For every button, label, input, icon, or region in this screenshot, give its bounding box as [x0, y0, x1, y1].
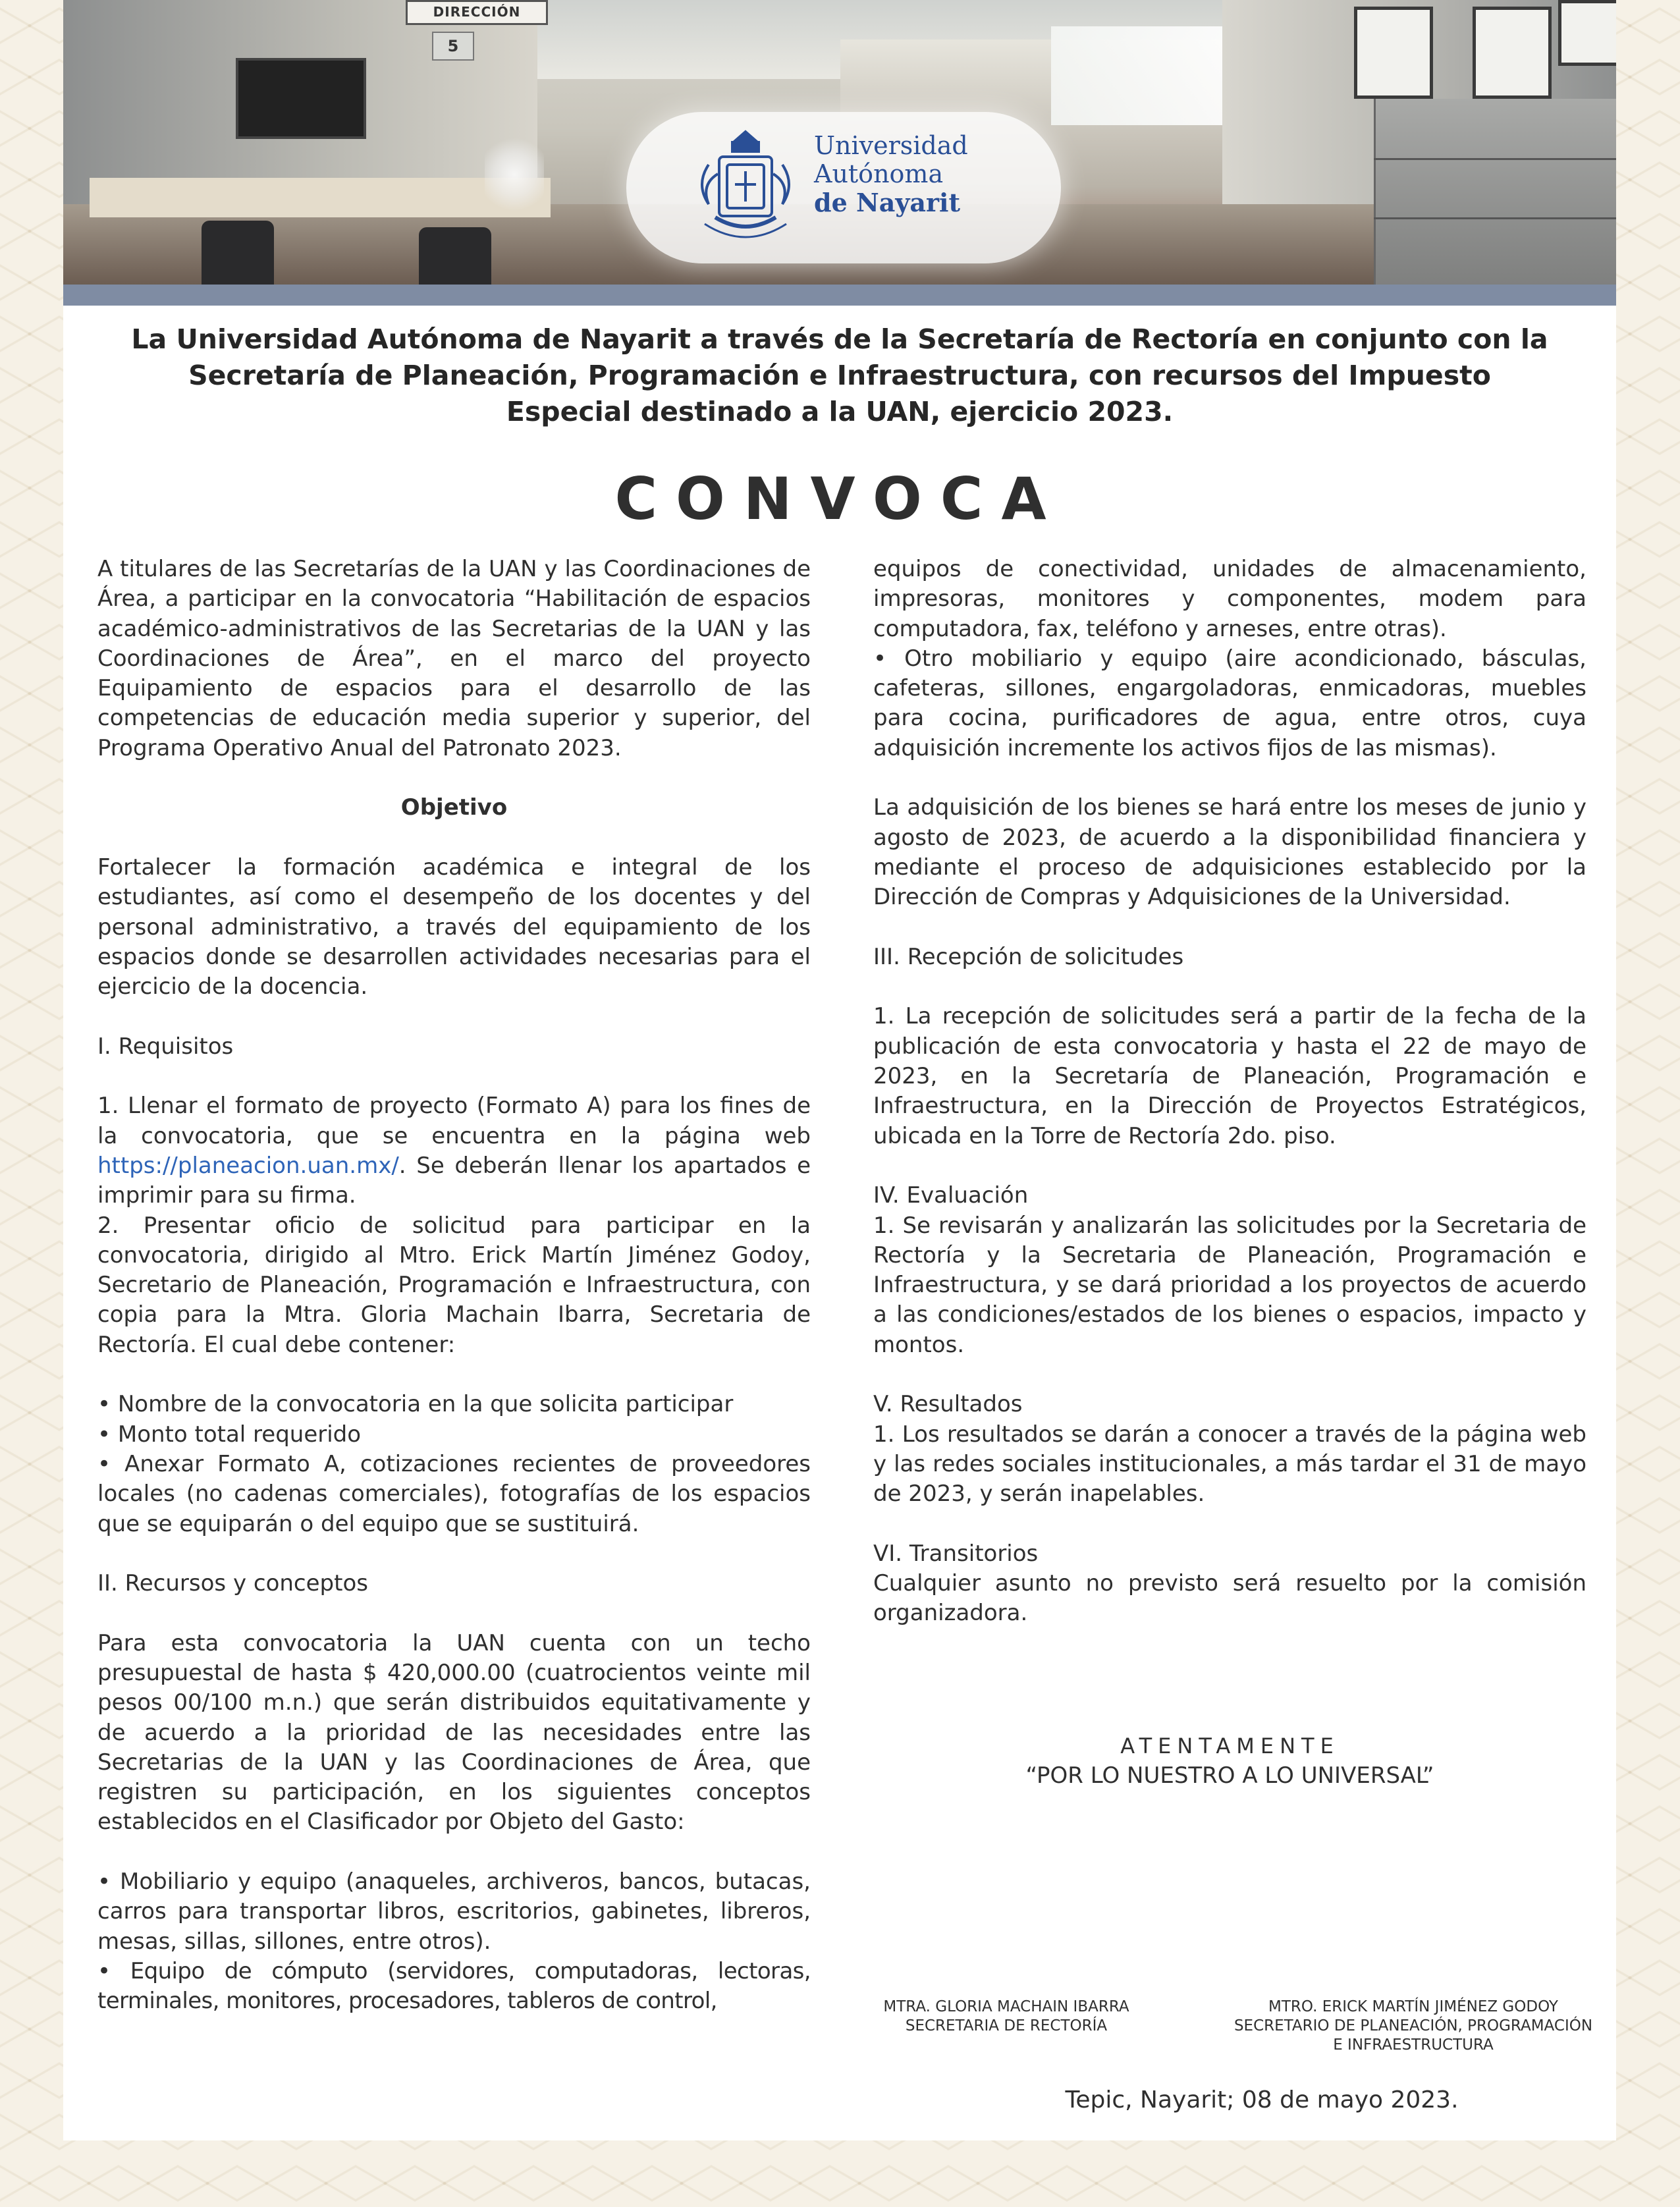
objetivo-text: Fortalecer la formación académica e integral de los estudiantes, así como el desempeño de los docentes y del personal administrativo, a través del equipamiento de los espacios donde se desarrollen actividades necesarias para el ejercicio de la docencia. — [97, 854, 811, 1000]
transitorios-text: Cualquier asunto no previsto será resuelto por la comisión organizadora. — [873, 1570, 1586, 1627]
objetivo-title: Objetivo — [400, 794, 508, 821]
requisito-1: 1. Llenar el formato de proyecto (Formato A) para los fines de la convocatoria, que se encuentra en la página web https://planeacion.uan.mx/. Se deberán llenar los apartados e imprimir para su firma. — [97, 1093, 811, 1209]
signer-role: E INFRAESTRUCTURA — [1333, 2036, 1494, 2054]
intro-paragraph: A titulares de las Secretarías de la UAN y las Coordinaciones de Área, a participar en la convocatoria “Habilitación de espacios académico-administrativos de las Secretarias de la UAN y las Coordinaciones de Área”, en el marco del proyecto Equipamiento de espacios para el desarrollo de las competencias de educación media superior y superior, del Programa Operativo Anual del Patronato 2023. — [97, 556, 811, 761]
motto: “POR LO NUESTRO A LO UNIVERSAL” — [1025, 1762, 1434, 1789]
left-column — [97, 555, 811, 2017]
evaluacion-text: 1. Se revisarán y analizarán las solicitudes por la Secretaria de Rectoría y la Secretaria de Planeación, Programación e Infraestructura, y se dará prioridad a los proyectos de acuerdo a las condiciones/estados de los bienes o espacios, impacto y montos. — [873, 1212, 1586, 1358]
signature-block-rectoria — [868, 1998, 1145, 2036]
requisito-2: 2. Presentar oficio de solicitud para participar en la convocatoria, dirigido al Mtro. Erick Martín Jiménez Godoy, Secretario de Planeación, Programación e Infraestructura, con copia para la Mtra. Gloria Machain Ibarra, Secretaria de Rectoría. El cual debe contener: — [97, 1212, 811, 1358]
header-photo — [63, 0, 1616, 285]
filing-cabinet — [1374, 99, 1616, 285]
university-seal-icon — [689, 119, 802, 250]
planeacion-link[interactable]: https://planeacion.uan.mx/ — [97, 1152, 399, 1179]
document-sheet — [63, 0, 1616, 2140]
list-item: • Monto total requerido — [97, 1421, 362, 1448]
wall-frame — [1354, 7, 1433, 99]
signer-role: SECRETARIA DE RECTORÍA — [905, 2017, 1108, 2034]
recepcion-text: 1. La recepción de solicitudes será a partir de la fecha de la publicación de esta convocatoria y hasta el 22 de mayo de 2023, en la Secretaría de Planeación, Programación e Infraestructura, en la Dirección de Proyectos Estratégicos, ubicada en la Torre de Rectoría 2do. piso. — [873, 1003, 1586, 1149]
list-item: • Mobiliario y equipo (anaqueles, archiveros, bancos, butacas, carros para transportar libros, escritorios, gabinetes, libreros, mesas, sillas, sillones, entre otros). — [97, 1868, 811, 1955]
list-item-continued: equipos de conectividad, unidades de almacenamiento, impresoras, monitores y componentes, modem para computadora, fax, teléfono y arneses, entre otras). — [873, 556, 1586, 642]
list-item: • Nombre de la convocatoria en la que solicita participar — [97, 1391, 734, 1418]
resultados-title: V. Resultados — [873, 1391, 1023, 1418]
document-title: CONVOCA — [614, 465, 1065, 533]
direccion-sign: DIRECCIÓN — [406, 0, 548, 25]
evaluacion-title: IV. Evaluación — [873, 1182, 1029, 1209]
list-item: • Anexar Formato A, cotizaciones recientes de proveedores locales (no cadenas comerciales), fotografías de los espacios que se equiparán o del equipo que se sustituirá. — [97, 1450, 811, 1537]
document-date: Tepic, Nayarit; 08 de mayo 2023. — [1065, 2086, 1459, 2113]
list-item: • Equipo de cómputo (servidores, computadoras, lectoras, terminales, monitores, procesadores, tableros de control, — [97, 1957, 811, 2015]
signer-name: MTRO. ERICK MARTÍN JIMÉNEZ GODOY — [1268, 1998, 1558, 2015]
atentamente: ATENTAMENTE — [1120, 1733, 1340, 1758]
tv-screen — [236, 58, 366, 139]
adquisicion-text: La adquisición de los bienes se hará entre los meses de junio y agosto de 2023, de acuerdo a la disponibilidad financiera y mediante el proceso de adquisiciones establecido por la Dirección de Compras y Adquisiciones de la Universidad. — [873, 794, 1586, 911]
right-column — [873, 555, 1586, 1629]
wall-frame — [1558, 0, 1616, 66]
transitorios-title: VI. Transitorios — [873, 1540, 1039, 1567]
resultados-text: 1. Los resultados se darán a conocer a través de la página web y las redes sociales institucionales, a más tardar el 31 de mayo de 2023, y serán inapelables. — [873, 1421, 1586, 1508]
wall-frame — [1473, 7, 1552, 99]
recursos-text: Para esta convocatoria la UAN cuenta con un techo presupuestal de hasta $ 420,000.00 (cuatrocientos veinte mil pesos 00/100 m.n.) que serán distribuidos equitativamente y de acuerdo a la prioridad de las necesidades entre las Secretarias de la UAN y las Coordinaciones de Área, que registren su participación, en los siguientes conceptos establecidos en el Clasificador por Objeto del Gasto: — [97, 1629, 811, 1836]
signer-role: SECRETARIO DE PLANEACIÓN, PROGRAMACIÓN — [1233, 2017, 1593, 2034]
office-number-sign: 5 — [432, 32, 474, 61]
header-divider-band — [63, 285, 1616, 306]
signature-block-planeacion — [1209, 1998, 1617, 2055]
university-logo-text: Universidad Autónoma de Nayarit — [814, 131, 968, 217]
intro-heading: La Universidad Autónoma de Nayarit a través de la Secretaría de Rectoría en conjunto con la Secretaría de Planeación, Programación e Infraestructura, con recursos del Impuesto Especial destinado a la UAN, ejercicio 2023. — [131, 323, 1548, 427]
signer-name: MTRA. GLORIA MACHAIN IBARRA — [883, 1998, 1129, 2015]
recepcion-title: III. Recepción de solicitudes — [873, 943, 1184, 970]
requisitos-title: I. Requisitos — [97, 1033, 234, 1060]
list-item: • Otro mobiliario y equipo (aire acondicionado, básculas, cafeteras, sillones, engargoladoras, enmicadoras, muebles para cocina, purificadores de agua, entre otros, cuya adquisición incremente los activos fijos de las mismas). — [873, 645, 1586, 761]
recursos-title: II. Recursos y conceptos — [97, 1570, 368, 1597]
